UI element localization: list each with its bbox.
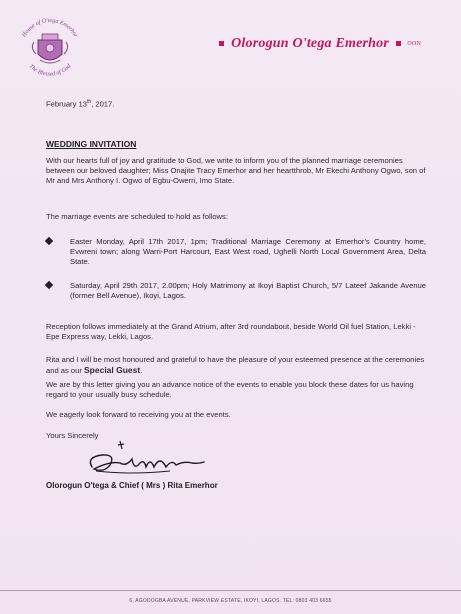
event-text: Easter Monday, April 17th 2017, 1pm; Traditional Marriage Ceremony at Emerhor's Country home, Evwreni town; along Warri-Port Harcourt, East West road, Ughelli North Local Government Area, Delta State. — [70, 237, 426, 267]
letter-date: February 13th, 2017. — [46, 99, 115, 109]
signatories: Olorogun O'tega & Chief ( Mrs ) Rita Emerhor — [46, 481, 218, 490]
crest-text-bottom: The Blessed of God — [27, 63, 73, 78]
crest-text-top: House of O'tega Emerhor — [21, 17, 79, 39]
handwritten-signature — [80, 437, 230, 479]
letterhead-title — [216, 36, 421, 52]
diamond-bullet-icon — [45, 281, 53, 289]
bullet-square-icon — [219, 41, 224, 46]
paragraph-invite: Rita and I will be most honoured and grateful to have the pleasure of your esteemed presence at the ceremonies and as our Special Guest. — [46, 355, 425, 376]
crest-logo — [14, 10, 86, 88]
bullet-square-icon — [396, 41, 401, 46]
footer-divider — [0, 590, 461, 591]
special-guest-text: Special Guest — [84, 365, 141, 376]
event-text: Saturday, April 29th 2017, 2.00pm; Holy Matrimony at Ikoyi Baptist Church, 5/7 Lateef Jakande Avenue (former Bell Avenue), Ikoyi, Lagos. — [70, 281, 426, 301]
paragraph-reception: Reception follows immediately at the Grand Atrium, after 3rd roundabout, beside World Oil fuel Station, Lekki - Epe Express way, Lekki, Lagos. — [46, 322, 416, 342]
paragraph-intro: With our hearts full of joy and gratitude to God, we write to inform you of the planned marriage ceremonies between our beloved daughter; Miss Onajite Tracy Emerhor and her heartthrob, Mr Ekechi Anthony Ogwo, son of Mr and Mrs Anthony I. Ogwo of Egbu-Owerri, Imo State. — [46, 156, 426, 186]
paragraph-schedule: The marriage events are scheduled to hold as follows: — [46, 212, 228, 221]
svg-text:The Blessed of God — [28, 63, 73, 78]
letterhead-name: Olorogun O'tega Emerhor — [231, 36, 389, 51]
paragraph-closing: We eagerly look forward to receiving you at the events. — [46, 410, 231, 419]
diamond-bullet-icon — [45, 237, 53, 245]
letter-heading: WEDDING INVITATION — [46, 139, 137, 149]
closing-salutation: Yours Sincerely — [46, 431, 99, 440]
letterhead-suffix: OON — [407, 40, 421, 47]
event-item — [46, 237, 426, 268]
footer-address: 6, AGODOGBA AVENUE, PARKVIEW ESTATE, IKOYI, LAGOS. TEL: 0803 403 6655 — [129, 598, 332, 604]
event-item — [46, 281, 426, 301]
paragraph-notice: We are by this letter giving you an advance notice of the events to enable you block these dates for us having regard to your usually busy schedule. — [46, 380, 414, 400]
